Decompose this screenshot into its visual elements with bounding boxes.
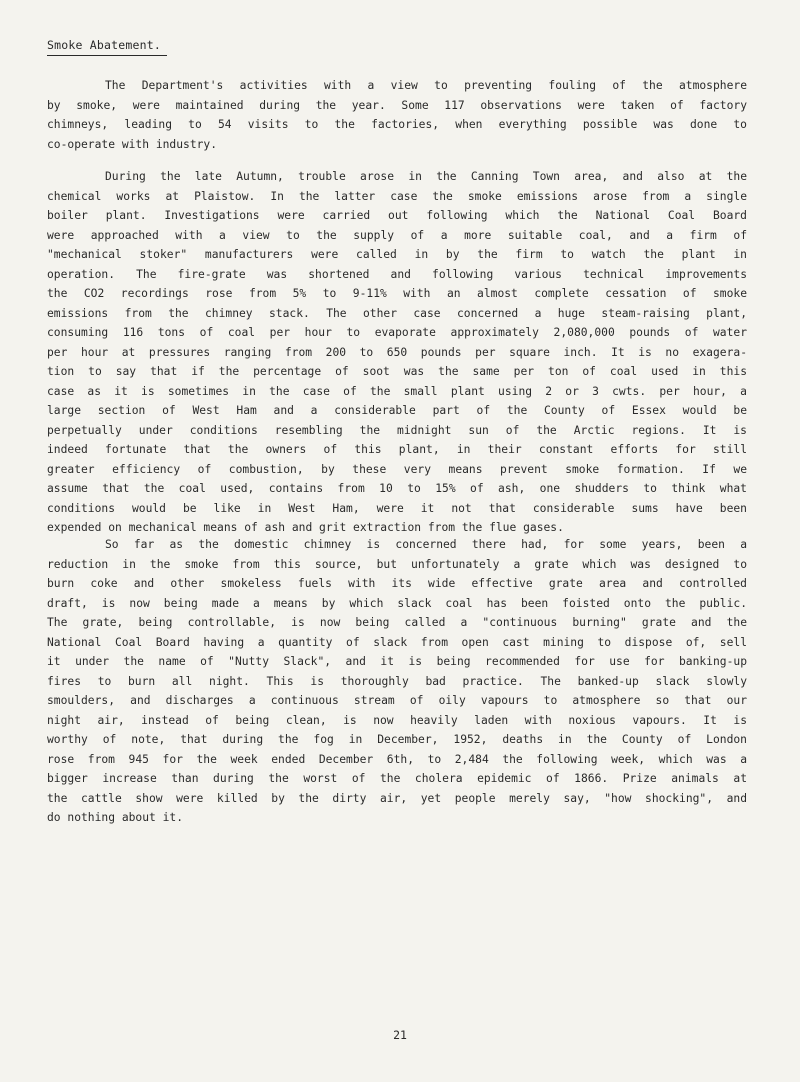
text-line: perpetually under conditions resembling the midnight sun of the Arctic regions. It is xyxy=(47,423,747,437)
paragraph-2 xyxy=(47,167,747,538)
text-line: draft, is now being made a means by which slack coal has been foisted onto the public. xyxy=(47,596,747,610)
text-line: operation. The fire-grate was shortened and following various technical improvements xyxy=(47,267,747,281)
text-line: greater efficiency of combustion, by these very means prevent smoke formation. If we xyxy=(47,462,747,476)
text-line: the CO2 recordings rose from 5% to 9-11% with an almost complete cessation of smoke xyxy=(47,287,747,300)
text-line: The Department's activities with a view to preventing fouling of the atmosphere xyxy=(105,79,747,92)
text-line: worthy of note, that during the fog in December, 1952, deaths in the County of London xyxy=(47,733,747,746)
text-line: chimneys, leading to 54 visits to the factories, when everything possible was done to xyxy=(47,118,747,131)
text-line: were approached with a view to the supply of a more suitable coal, and a firm of xyxy=(47,228,747,242)
text-line: per hour at pressures ranging from 200 to 650 pounds per square inch. It is no exagera- xyxy=(47,345,747,359)
text-line: the cattle show were killed by the dirty air, yet people merely say, "how shocking", and xyxy=(47,791,747,805)
text-line: smoulders, and discharges a continuous stream of oily vapours to atmosphere so that our xyxy=(47,694,747,707)
text-line: indeed fortunate that the owners of this plant, in their constant efforts for still xyxy=(47,443,747,456)
text-line: National Coal Board having a quantity of slack from open cast mining to dispose of, sell xyxy=(47,635,747,649)
text-line: chemical works at Plaistow. In the latter case the smoke emissions arose from a single xyxy=(47,189,747,203)
text-line: tion to say that if the percentage of soot was the same per ton of coal used in this xyxy=(47,365,747,378)
text-line: During the late Autumn, trouble arose in the Canning Town area, and also at the xyxy=(105,170,747,183)
text-line: assume that the coal used, contains from 10 to 15% of ash, one shudders to think what xyxy=(47,482,747,495)
page-number: 21 xyxy=(393,1028,407,1042)
text-line: expended on mechanical means of ash and grit extraction from the flue gases. xyxy=(47,521,564,534)
text-line: by smoke, were maintained during the year. Some 117 observations were taken of factory xyxy=(47,98,747,112)
text-line: emissions from the chimney stack. The other case concerned a huge steam-raising plant, xyxy=(47,306,747,320)
paragraph-1 xyxy=(47,76,747,154)
text-line: bigger increase than during the worst of the cholera epidemic of 1866. Prize animals at xyxy=(47,772,747,785)
text-line: conditions would be like in West Ham, were it not that considerable sums have been xyxy=(47,501,747,515)
text-line: case as it is sometimes in the case of the small plant using 2 or 3 cwts. per hour, a xyxy=(47,384,747,398)
text-line: So far as the domestic chimney is concerned there had, for some years, been a xyxy=(105,538,747,551)
text-line: fires to burn all night. This is thoroughly bad practice. The banked-up slack slowly xyxy=(47,674,747,688)
text-line: "mechanical stoker" manufacturers were called in by the firm to watch the plant in xyxy=(47,248,747,261)
text-line: night air, instead of being clean, is now heavily laden with noxious vapours. It is xyxy=(47,713,747,727)
text-line: consuming 116 tons of coal per hour to evaporate approximately 2,080,000 pounds of water xyxy=(47,326,747,339)
text-line: burn coke and other smokeless fuels with its wide effective grate area and controlled xyxy=(47,577,747,590)
text-line: it under the name of "Nutty Slack", and it is being recommended for use for banking-up xyxy=(47,655,747,668)
text-line: The grate, being controllable, is now being called a "continuous burning" grate and the xyxy=(47,616,747,629)
text-line: boiler plant. Investigations were carried out following which the National Coal Board xyxy=(47,209,747,222)
text-line: co-operate with industry. xyxy=(47,137,218,151)
text-line: do nothing about it. xyxy=(47,811,184,824)
section-heading: Smoke Abatement. xyxy=(47,38,167,56)
paragraph-3 xyxy=(47,535,747,828)
text-line: reduction in the smoke from this source, but unfortunately a grate which was designed to xyxy=(47,557,747,571)
text-line: rose from 945 for the week ended December 6th, to 2,484 the following week, which was a xyxy=(47,752,747,766)
text-line: large section of West Ham and a considerable part of the County of Essex would be xyxy=(47,404,747,417)
